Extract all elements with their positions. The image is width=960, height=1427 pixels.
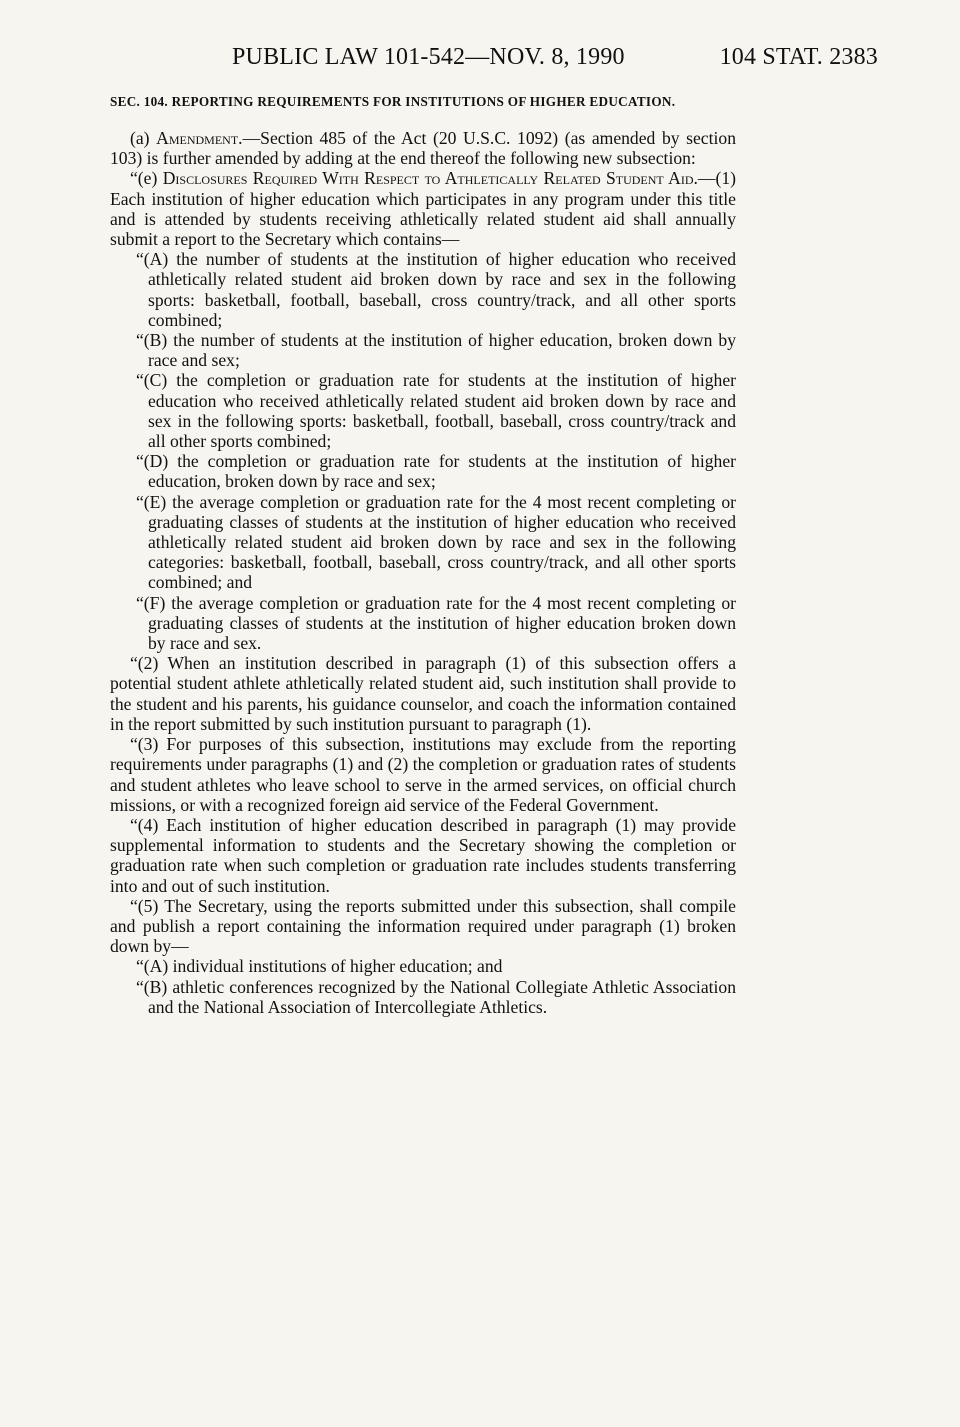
paragraph-a [110,128,736,168]
subsection-e-text: —(1) Each institution of higher education which participates in any program under this title and is attended by students receiving athletically related student aid shall annually submit a report to the Secretary which contains— [110,168,736,250]
subsection-e-label: “(e) [130,168,163,189]
subsection-e [110,168,736,249]
statute-page-number: 104 STAT. 2383 [719,44,878,70]
document-body [110,92,736,1017]
paragraph-4: “(4) Each institution of higher education described in paragraph (1) may provide supplemental information to students and the Secretary showing the completion or graduation rate when such completion or graduation rate includes students transferring into and out of such institution. [110,814,736,896]
page-header [110,44,878,71]
paragraph-5: “(5) The Secretary, using the reports submitted under this subsection, shall compile and publish a report containing the information required under paragraph (1) broken down by— [110,895,736,957]
clause-A: “(A) the number of students at the institution of higher education who received athletically related student aid broken down by race and sex in the following sports: basketball, football, baseball, cross country/track, and all other sports combined; [136,249,736,330]
subsection-e-heading: Disclosures Required With Respect to Athletically Related Student Aid. [162,168,698,189]
clause-F: “(F) the average completion or graduation rate for the 4 most recent completing or graduating classes of students at the institution of higher education broken down by race and sex. [136,592,736,654]
paragraph-5-clause-B: “(B) athletic conferences recognized by the National Collegiate Athletic Association and the National Association of Intercollegiate Athletics. [136,976,736,1017]
clause-E: “(E) the average completion or graduation rate for the 4 most recent completing or graduating classes of students at the institution of higher education who received athletically related student aid broken down by race and sex in the following categories: basketball, football, baseball, cross country/track, and all other sports combined; and [136,491,736,593]
paragraph-3: “(3) For purposes of this subsection, institutions may exclude from the reporting requirements under paragraphs (1) and (2) the completion or graduation rates of students and student athletes who leave school to serve in the armed services, on official church missions, or with a recognized foreign aid service of the Federal Government. [110,734,736,815]
paragraph-a-text: —Section 485 of the Act (20 U.S.C. 1092) (as amended by section 103) is further amended by adding at the end thereof the following new subsection: [110,128,736,169]
clause-D: “(D) the completion or graduation rate for students at the institution of higher education, broken down by race and sex; [136,451,736,492]
clause-B: “(B) the number of students at the institution of higher education, broken down by race and sex; [136,330,736,371]
paragraph-5-clause-A: “(A) individual institutions of higher education; and [136,956,503,977]
paragraph-2: “(2) When an institution described in paragraph (1) of this subsection offers a potential student athlete athletically related student aid, such institution shall provide to the student and his parents, his guidance counselor, and coach the information contained in the report submitted by such institution pursuant to paragraph (1). [110,653,736,734]
paragraph-a-label: (a) [130,128,157,148]
clause-C: “(C) the completion or graduation rate for students at the institution of higher education who received athletically related student aid broken down by race and sex in the following sports: basketball, football, baseball, cross country/track and all other sports combined; [136,370,736,452]
public-law-title: PUBLIC LAW 101-542—NOV. 8, 1990 [232,44,625,70]
section-heading: SEC. 104. REPORTING REQUIREMENTS FOR INSTITUTIONS OF HIGHER EDUCATION. [110,94,676,109]
paragraph-a-heading: Amendment. [156,128,243,148]
